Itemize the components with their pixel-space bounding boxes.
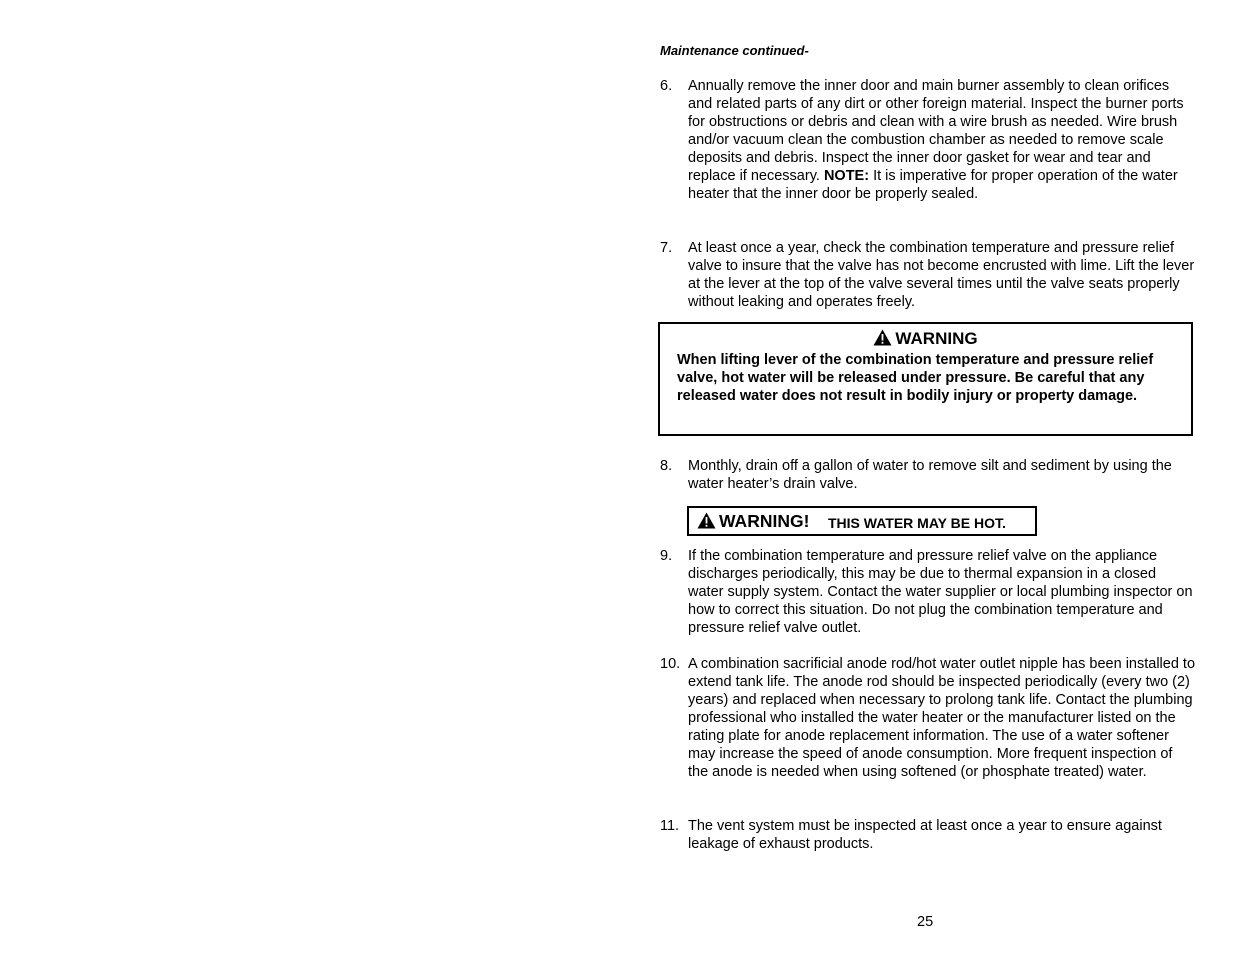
inline-warning-title-text: WARNING! — [719, 511, 810, 531]
item-number: 11. — [660, 818, 680, 834]
page-number: 25 — [917, 914, 934, 930]
item-number: 7. — [660, 240, 673, 256]
item-number: 8. — [660, 458, 673, 474]
item-text-part: It is imperative for proper operation of the water heater that the inner door be properly sealed. — [688, 168, 1178, 202]
item-text: Monthly, drain off a gallon of water to remove silt and sediment by using the water heater’s drain valve. — [688, 458, 1172, 492]
warning-triangle-icon — [697, 512, 716, 534]
list-item-9 — [660, 547, 1195, 637]
item-number: 10. — [660, 656, 681, 672]
warning-triangle-icon — [873, 329, 892, 351]
list-item-6 — [660, 77, 1195, 203]
list-item-7 — [660, 239, 1195, 311]
item-text: The vent system must be inspected at least once a year to ensure against leakage of exhaust products. — [688, 818, 1162, 852]
warning-title-text: WARNING — [895, 329, 978, 348]
item-text: If the combination temperature and pressure relief valve on the appliance discharges periodically, this may be due to thermal expansion in a closed water supply system. Contact the water supplier or local plumbing inspector on how to correct this situation. Do not plug the combination temperature and pressure relief valve outlet. — [688, 548, 1193, 636]
item-text-part: Annually remove the inner door and main burner assembly to clean orifices and related parts of any dirt or other foreign material. Inspect the burner ports for obstructions or debris and clean with a wire brush as needed. Wire brush and/or vacuum clean the combustion chamber as needed to remove scale deposits and debris. Inspect the inner door gasket for wear and tear and replace if necessary. — [688, 78, 1184, 184]
list-item-8 — [660, 457, 1195, 493]
item-text — [688, 77, 1195, 203]
list-item-10 — [660, 655, 1195, 781]
inline-warning — [687, 506, 1037, 536]
note-label: NOTE: — [823, 168, 870, 184]
warning-title — [660, 329, 1191, 351]
item-number: 6. — [660, 78, 673, 94]
inline-warning-title — [697, 511, 809, 534]
list-item-11 — [660, 817, 1195, 853]
warning-body: When lifting lever of the combination temperature and pressure relief valve, hot water will be released under pressure. Be careful that any released water does not result in bodily injury or property damage. — [677, 352, 1154, 404]
item-number: 9. — [660, 548, 673, 564]
warning-box — [658, 322, 1193, 436]
section-title: Maintenance continued- — [660, 43, 809, 58]
inline-warning-text: THIS WATER MAY BE HOT. — [828, 515, 1006, 531]
item-text: At least once a year, check the combination temperature and pressure relief valve to insure that the valve has not become encrusted with lime. Lift the lever at the lever at the top of the valve several times until the valve seats properly without leaking and operates freely. — [688, 240, 1195, 310]
item-text: A combination sacrificial anode rod/hot water outlet nipple has been installed to extend tank life. The anode rod should be inspected periodically (every two (2) years) and replaced when necessary to prolong tank life. Contact the plumbing professional who installed the water heater or the manufacturer listed on the rating plate for anode replacement information. The use of a water softener may increase the speed of anode consumption. More frequent inspection of the anode is needed when using softened (or phosphate treated) water. — [688, 656, 1196, 780]
